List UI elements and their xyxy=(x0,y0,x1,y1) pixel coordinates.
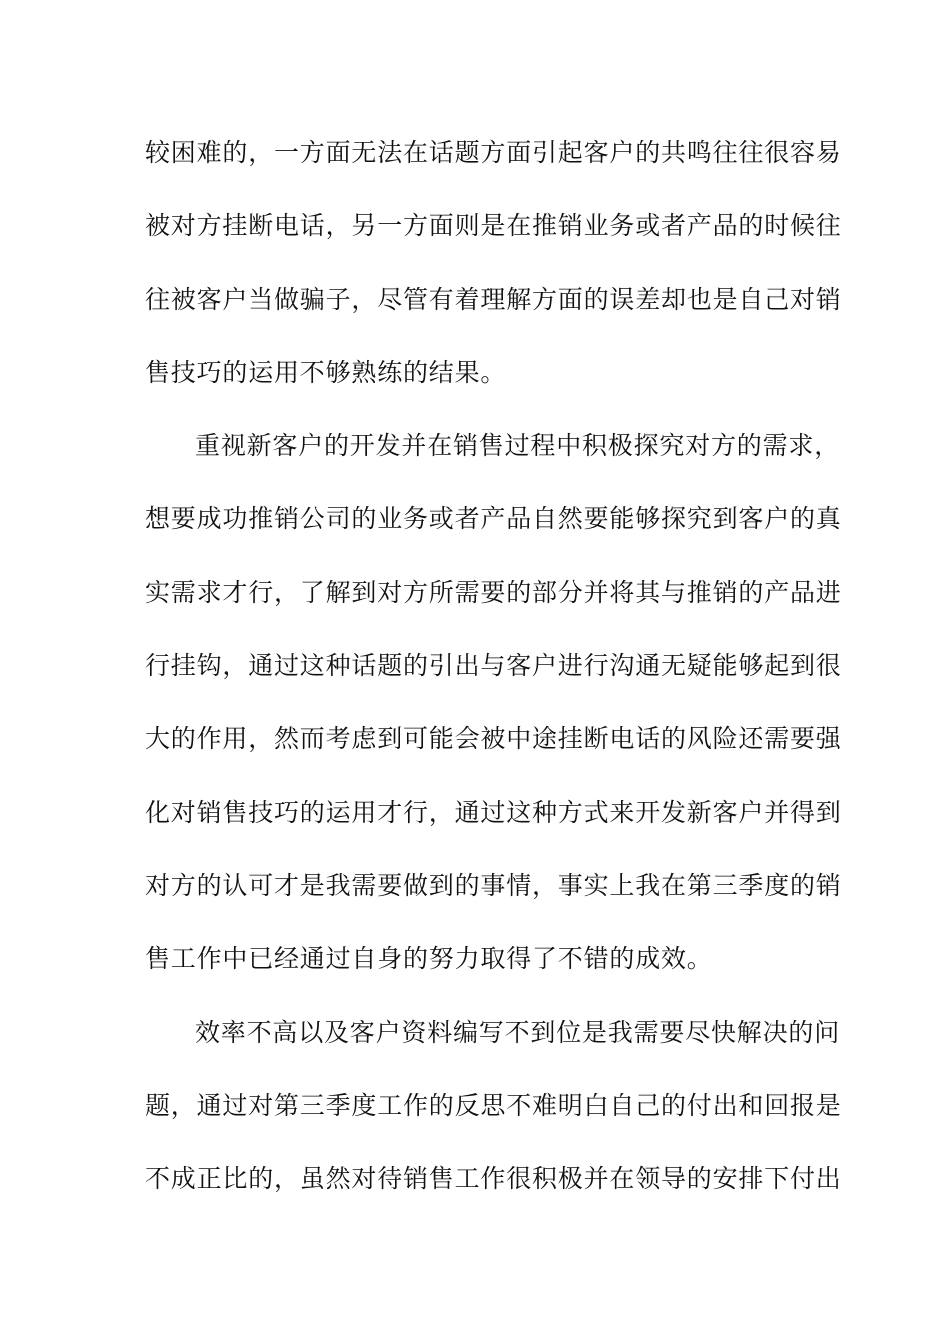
text-line: 售工作中已经通过自身的努力取得了不错的成效。 xyxy=(145,944,713,974)
text-line: 行挂钩，通过这种话题的引出与客户进行沟通无疑能够起到很 xyxy=(145,651,842,681)
paragraph-start-line: 重视新客户的开发并在销售过程中积极探究对方的需求， xyxy=(195,431,841,461)
text-line: 想要成功推销公司的业务或者产品自然要能够探究到客户的真 xyxy=(145,504,842,534)
text-line: 较困难的，一方面无法在话题方面引起客户的共鸣往往很容易 xyxy=(145,138,842,167)
body-text xyxy=(145,128,842,1227)
text-line: 不成正比的，虽然对待销售工作很积极并在领导的安排下付出 xyxy=(145,1164,842,1194)
text-line: 往被客户当做骗子，尽管有着理解方面的误差却也是自己对销 xyxy=(145,284,842,314)
text-line: 被对方挂断电话，另一方面则是在推销业务或者产品的时候往 xyxy=(145,211,842,241)
text-line: 化对销售技巧的运用才行，通过这种方式来开发新客户并得到 xyxy=(145,797,842,827)
text-line: 题，通过对第三季度工作的反思不难明白自己的付出和回报是 xyxy=(145,1090,842,1120)
text-line: 大的作用，然而考虑到可能会被中途挂断电话的风险还需要强 xyxy=(145,724,842,754)
text-line: 实需求才行，了解到对方所需要的部分并将其与推销的产品进 xyxy=(145,577,842,607)
text-line: 对方的认可才是我需要做到的事情，事实上我在第三季度的销 xyxy=(145,870,842,900)
paragraph-start-line: 效率不高以及客户资料编写不到位是我需要尽快解决的问 xyxy=(195,1017,841,1047)
text-line: 售技巧的运用不够熟练的结果。 xyxy=(145,357,507,387)
